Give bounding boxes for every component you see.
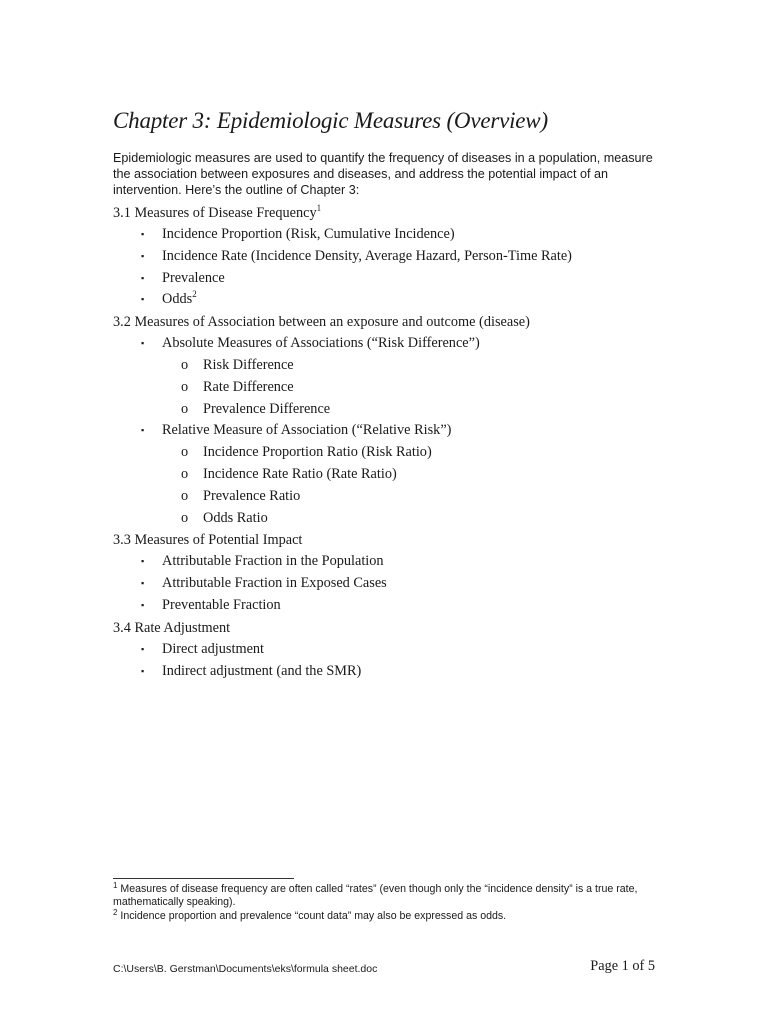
section-heading: 3.4 Rate Adjustment — [113, 619, 231, 636]
bullet-marker: ▪ — [141, 338, 145, 349]
footnote — [113, 907, 658, 923]
bullet-marker: ▪ — [141, 229, 145, 239]
footnote-ref: 1 — [316, 203, 322, 213]
bullet-marker: ▪ — [141, 578, 145, 589]
list-item-text: Relative Measure of Association (“Relative Risk”) — [162, 422, 452, 439]
footnote-number: 2 — [113, 907, 118, 917]
sub-bullet-marker: o — [181, 509, 189, 526]
sub-list-item-text: Incidence Rate Ratio (Rate Ratio) — [203, 465, 397, 482]
chapter-outline — [113, 202, 673, 682]
list-item-text: Incidence Proportion (Risk, Cumulative Incidence) — [162, 226, 455, 242]
sub-list-item — [113, 377, 673, 399]
sub-list-item-text: Odds Ratio — [203, 509, 268, 526]
section-heading — [113, 202, 673, 224]
list-item-text: Direct adjustment — [162, 640, 265, 657]
sub-bullet-marker: o — [181, 487, 189, 504]
list-item-text: Preventable Fraction — [162, 596, 281, 613]
footer-page-number: Page 1 of 5 — [590, 958, 655, 974]
footer-file-path: C:\Users\B. Gerstman\Documents\eks\formula sheet.doc — [113, 963, 378, 975]
list-item-text: Indirect adjustment (and the SMR) — [162, 662, 362, 679]
sub-bullet-marker: o — [181, 400, 189, 417]
footnote-number: 1 — [113, 881, 118, 890]
sub-bullet-marker: o — [181, 444, 189, 461]
sub-list-item — [113, 508, 673, 530]
bullet-marker: ▪ — [141, 425, 145, 436]
footnote — [113, 883, 658, 910]
list-item — [113, 661, 673, 683]
list-item — [113, 551, 673, 573]
sub-bullet-marker: o — [181, 465, 189, 482]
footnote-text: Incidence proportion and prevalence “count data” may also be expressed as odds. — [117, 909, 507, 922]
list-item — [113, 420, 673, 442]
list-item — [113, 639, 673, 661]
bullet-marker: ▪ — [141, 250, 145, 261]
page-title: Chapter 3: Epidemiologic Measures (Overview) — [113, 108, 548, 133]
list-item-text: Attributable Fraction in the Population — [162, 553, 384, 570]
sub-bullet-marker: o — [181, 378, 189, 395]
sub-list-item-text: Prevalence Ratio — [203, 487, 301, 504]
sub-list-item — [113, 399, 673, 421]
sub-list-item-text: Rate Difference — [203, 378, 294, 395]
bullet-marker: ▪ — [141, 643, 145, 654]
list-item — [113, 595, 673, 617]
footnote-text: Measures of disease frequency are often called “rates” (even though only the “incidence density” is a true rate, mathematically speaking). — [113, 883, 638, 909]
bullet-marker: ▪ — [141, 599, 145, 610]
list-item — [113, 268, 673, 290]
sub-list-item-text: Risk Difference — [203, 356, 294, 373]
bullet-marker: ▪ — [141, 556, 145, 567]
list-item-text: Incidence Rate (Incidence Density, Average Hazard, Person-Time Rate) — [162, 247, 572, 264]
list-item-text: Absolute Measures of Associations (“Risk Difference”) — [162, 335, 480, 352]
section-heading: 3.2 Measures of Association between an exposure and outcome (disease) — [113, 314, 530, 331]
footnote-separator — [113, 878, 294, 879]
footnotes — [113, 883, 658, 923]
list-item-text: Odds — [162, 291, 193, 308]
sub-list-item-text: Incidence Proportion Ratio (Risk Ratio) — [203, 444, 432, 461]
sub-list-item — [113, 486, 673, 508]
sub-list-item — [113, 464, 673, 486]
list-item — [113, 333, 673, 355]
section-heading: 3.3 Measures of Potential Impact — [113, 532, 303, 549]
section-heading-text: 3.1 Measures of Disease Frequency — [113, 205, 317, 221]
list-item-text: Attributable Fraction in Exposed Cases — [162, 575, 387, 592]
list-item-text: Prevalence — [162, 269, 225, 286]
list-item — [113, 289, 673, 311]
footnote-ref: 2 — [192, 289, 197, 300]
bullet-marker: ▪ — [141, 294, 145, 305]
bullet-marker: ▪ — [141, 272, 145, 283]
sub-bullet-marker: o — [181, 356, 189, 373]
sub-list-item — [113, 442, 673, 464]
list-item — [113, 224, 673, 246]
sub-list-item — [113, 355, 673, 377]
sub-list-item-text: Prevalence Difference — [203, 400, 331, 417]
bullet-marker: ▪ — [141, 665, 145, 676]
list-item — [113, 246, 673, 268]
list-item — [113, 573, 673, 595]
intro-paragraph: Epidemiologic measures are used to quantify the frequency of diseases in a population, measure the association between exposures and diseases, and address the potential impact of an intervention. Here’s the outline of Chapter 3: — [113, 151, 653, 197]
